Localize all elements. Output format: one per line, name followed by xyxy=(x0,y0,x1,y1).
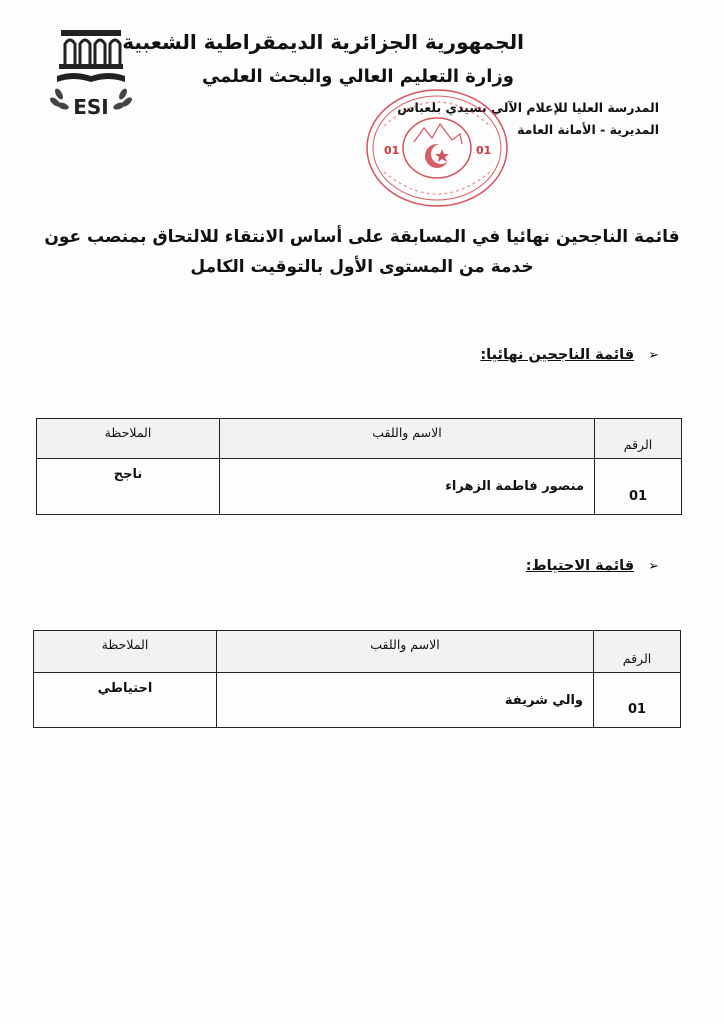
table-header-row xyxy=(34,631,681,673)
table-row xyxy=(34,673,681,728)
stamp-right-number: 01 xyxy=(476,144,492,157)
arrow-bullet-icon: ➢ xyxy=(648,348,659,363)
reserve-table xyxy=(33,630,681,728)
section-heading-reserve xyxy=(526,558,659,574)
section-heading-winners xyxy=(480,347,659,363)
section-heading-label: قائمة الاحتياط: xyxy=(525,558,635,574)
column-header-number: الرقم xyxy=(595,419,682,459)
row-note: احتياطي xyxy=(34,673,217,728)
winners-table xyxy=(36,418,682,515)
stamp-left-number: 01 xyxy=(384,144,400,157)
column-header-name: الاسم واللقب xyxy=(217,631,594,673)
official-stamp-icon xyxy=(362,86,512,210)
section-heading-label: قائمة الناجحين نهائيا: xyxy=(480,347,635,363)
direction-name: المديرية - الأمانة العامة xyxy=(517,122,659,137)
document-title: قائمة الناجحين نهائيا في المسابقة على أساس الانتقاء للالتحاق بمنصب عون خدمة من المستوى الأول بالتوقيت الكامل xyxy=(44,227,680,277)
logo-text: ESI xyxy=(73,95,109,119)
school-name: المدرسة العليا للإعلام الآلي بسيدي بلعباس xyxy=(397,100,659,115)
republic-name: الجمهورية الجزائرية الديمقراطية الشعبية xyxy=(122,30,524,54)
arrow-bullet-icon: ➢ xyxy=(648,559,659,574)
row-name: والي شريفة xyxy=(217,673,594,728)
column-header-name: الاسم واللقب xyxy=(220,419,595,459)
table-header-row xyxy=(37,419,682,459)
column-header-note: الملاحظة xyxy=(34,631,217,673)
ministry-name: وزارة التعليم العالي والبحث العلمي xyxy=(201,66,514,87)
table-row xyxy=(37,459,682,515)
column-header-note: الملاحظة xyxy=(37,419,220,459)
row-number: 01 xyxy=(594,673,681,728)
row-note: ناجح xyxy=(37,459,220,515)
column-header-number: الرقم xyxy=(594,631,681,673)
row-number: 01 xyxy=(595,459,682,515)
row-name: منصور فاطمة الزهراء xyxy=(220,459,595,515)
